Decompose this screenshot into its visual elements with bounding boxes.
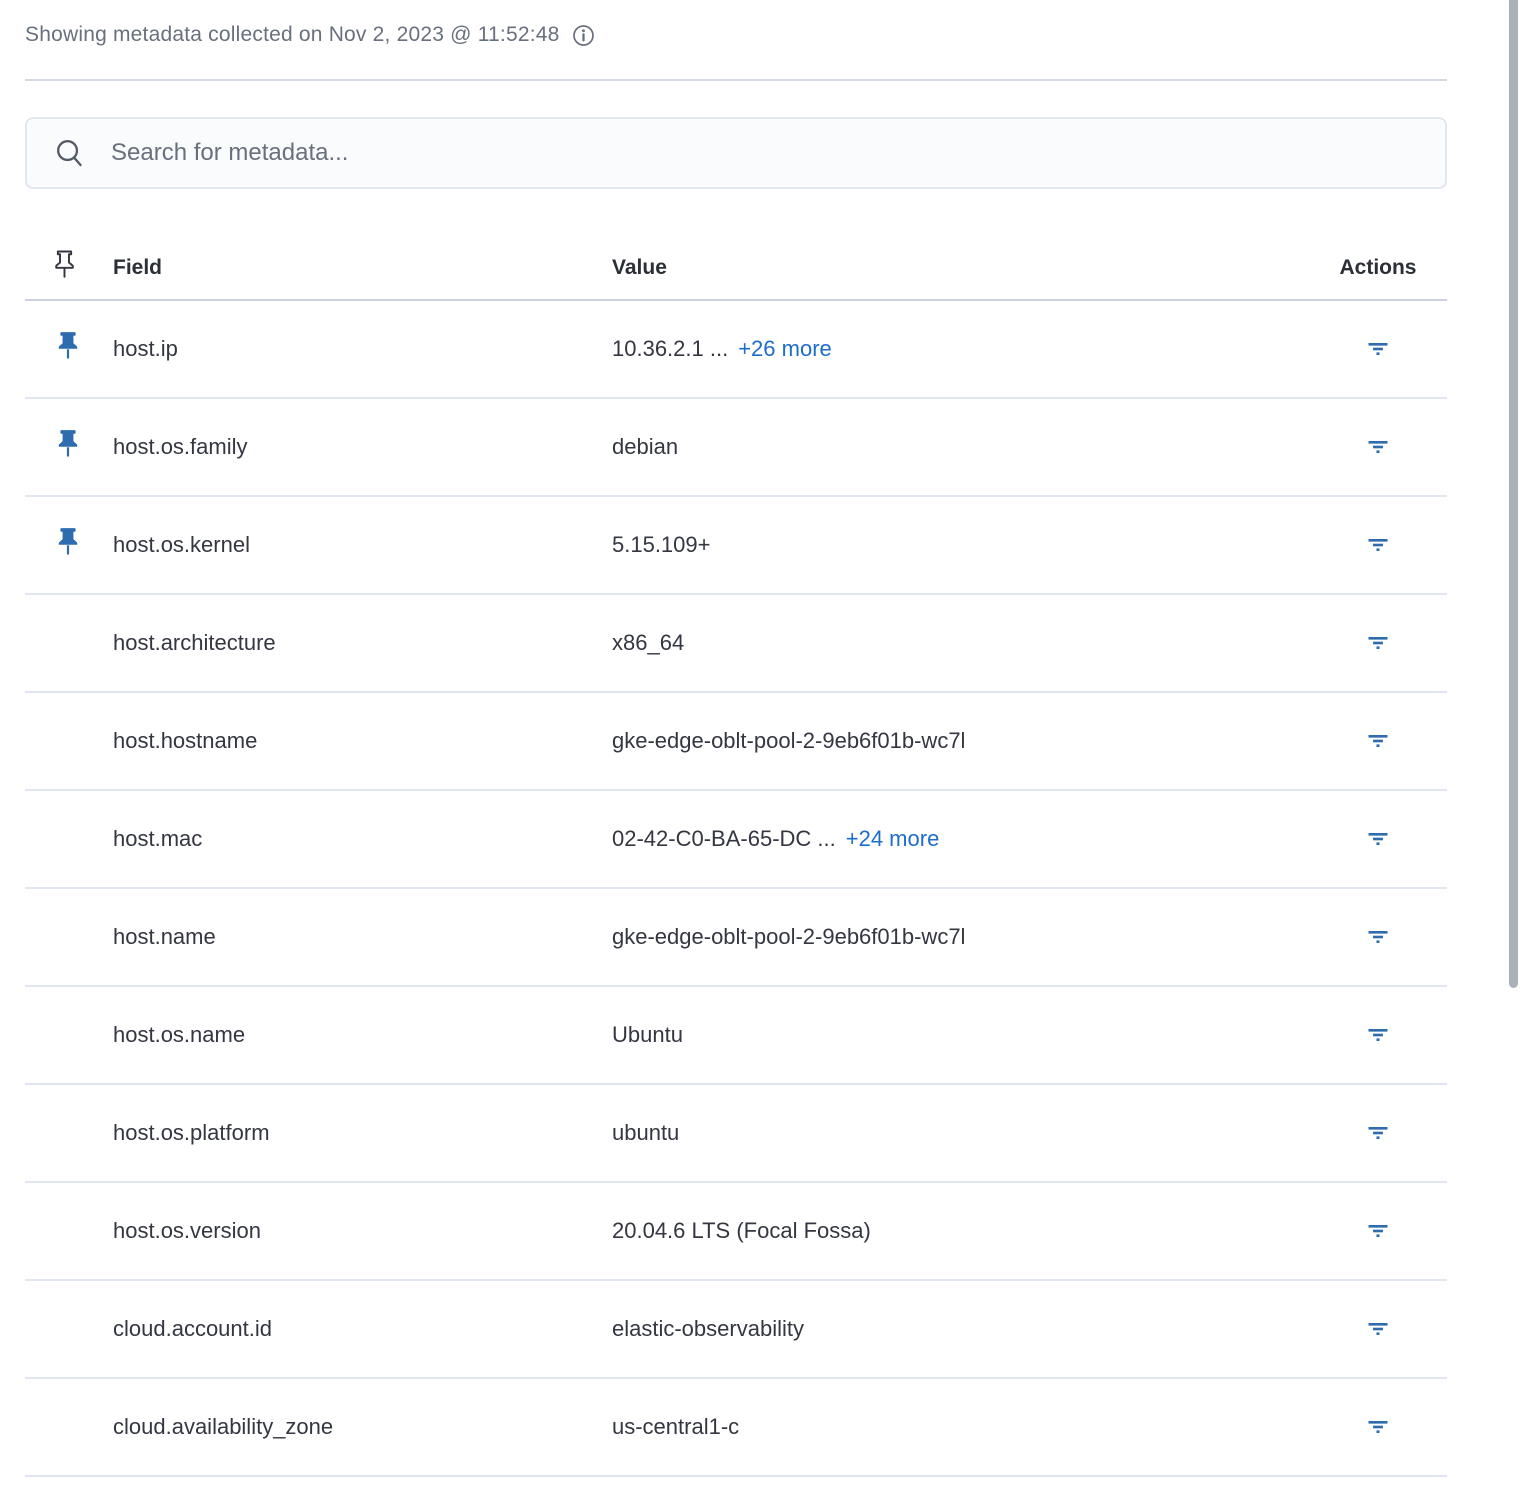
table-row (25, 1379, 1447, 1477)
field-name: host.name (113, 924, 216, 949)
field-value: us-central1-c (612, 1414, 740, 1439)
table-row (25, 1183, 1447, 1281)
field-name: cloud.account.id (113, 1316, 272, 1341)
field-name: host.os.name (113, 1022, 246, 1047)
table-row (25, 399, 1447, 497)
field-name: host.os.version (113, 1218, 261, 1243)
table-row (25, 595, 1447, 693)
filter-for-icon[interactable] (1358, 623, 1398, 663)
filter-for-icon[interactable] (1358, 329, 1398, 369)
search-icon (55, 138, 85, 168)
pin-filled-icon[interactable] (53, 523, 83, 567)
table-row (25, 1085, 1447, 1183)
field-value: gke-edge-oblt-pool-2-9eb6f01b-wc7l (612, 924, 966, 949)
field-name: host.mac (113, 826, 203, 851)
table-row (25, 791, 1447, 889)
field-value: x86_64 (612, 630, 685, 655)
table-row (25, 889, 1447, 987)
column-header-actions: Actions (1339, 256, 1417, 279)
metadata-table-body (25, 301, 1447, 1477)
field-name: host.os.platform (113, 1120, 270, 1145)
field-name: cloud.availability_zone (113, 1414, 334, 1439)
table-row (25, 693, 1447, 791)
filter-for-icon[interactable] (1358, 1407, 1398, 1447)
more-values-link[interactable]: +24 more (845, 826, 940, 851)
field-value: Ubuntu (612, 1022, 683, 1047)
table-row (25, 497, 1447, 595)
field-value: 10.36.2.1 ... (612, 336, 729, 361)
field-value: 5.15.109+ (612, 532, 711, 557)
filter-for-icon[interactable] (1358, 1309, 1398, 1349)
field-value: ubuntu (612, 1120, 680, 1145)
filter-for-icon[interactable] (1358, 917, 1398, 957)
filter-for-icon[interactable] (1358, 525, 1398, 565)
filter-for-icon[interactable] (1358, 1015, 1398, 1055)
filter-for-icon[interactable] (1358, 427, 1398, 467)
field-value: debian (612, 434, 679, 459)
search-input[interactable] (111, 139, 1421, 167)
field-value: gke-edge-oblt-pool-2-9eb6f01b-wc7l (612, 728, 966, 753)
field-name: host.os.family (113, 434, 248, 459)
info-circle-icon[interactable] (572, 24, 595, 47)
table-header-row (25, 237, 1447, 301)
table-row (25, 1281, 1447, 1379)
metadata-panel (25, 0, 1447, 1477)
pin-filled-icon[interactable] (53, 425, 83, 469)
field-name: host.os.kernel (113, 532, 250, 557)
column-header-value: Value (612, 256, 667, 279)
metadata-timestamp-row (25, 22, 1447, 47)
filter-for-icon[interactable] (1358, 1113, 1398, 1153)
field-name: host.hostname (113, 728, 258, 753)
field-value: 02-42-C0-BA-65-DC ... (612, 826, 836, 851)
filter-for-icon[interactable] (1358, 1211, 1398, 1251)
field-name: host.architecture (113, 630, 276, 655)
pin-outline-icon (53, 249, 76, 288)
table-row (25, 987, 1447, 1085)
filter-for-icon[interactable] (1358, 721, 1398, 761)
field-value: elastic-observability (612, 1316, 804, 1341)
scrollbar-thumb[interactable] (1509, 0, 1518, 988)
section-divider (25, 79, 1447, 81)
metadata-timestamp-text: Showing metadata collected on Nov 2, 2023 @ 11:52:48 (25, 22, 560, 46)
field-value: 20.04.6 LTS (Focal Fossa) (612, 1218, 871, 1243)
filter-for-icon[interactable] (1358, 819, 1398, 859)
table-row (25, 301, 1447, 399)
pin-filled-icon[interactable] (53, 327, 83, 371)
metadata-search-box[interactable] (25, 117, 1447, 189)
field-name: host.ip (113, 336, 178, 361)
more-values-link[interactable]: +26 more (738, 336, 832, 361)
column-header-field: Field (113, 256, 163, 279)
